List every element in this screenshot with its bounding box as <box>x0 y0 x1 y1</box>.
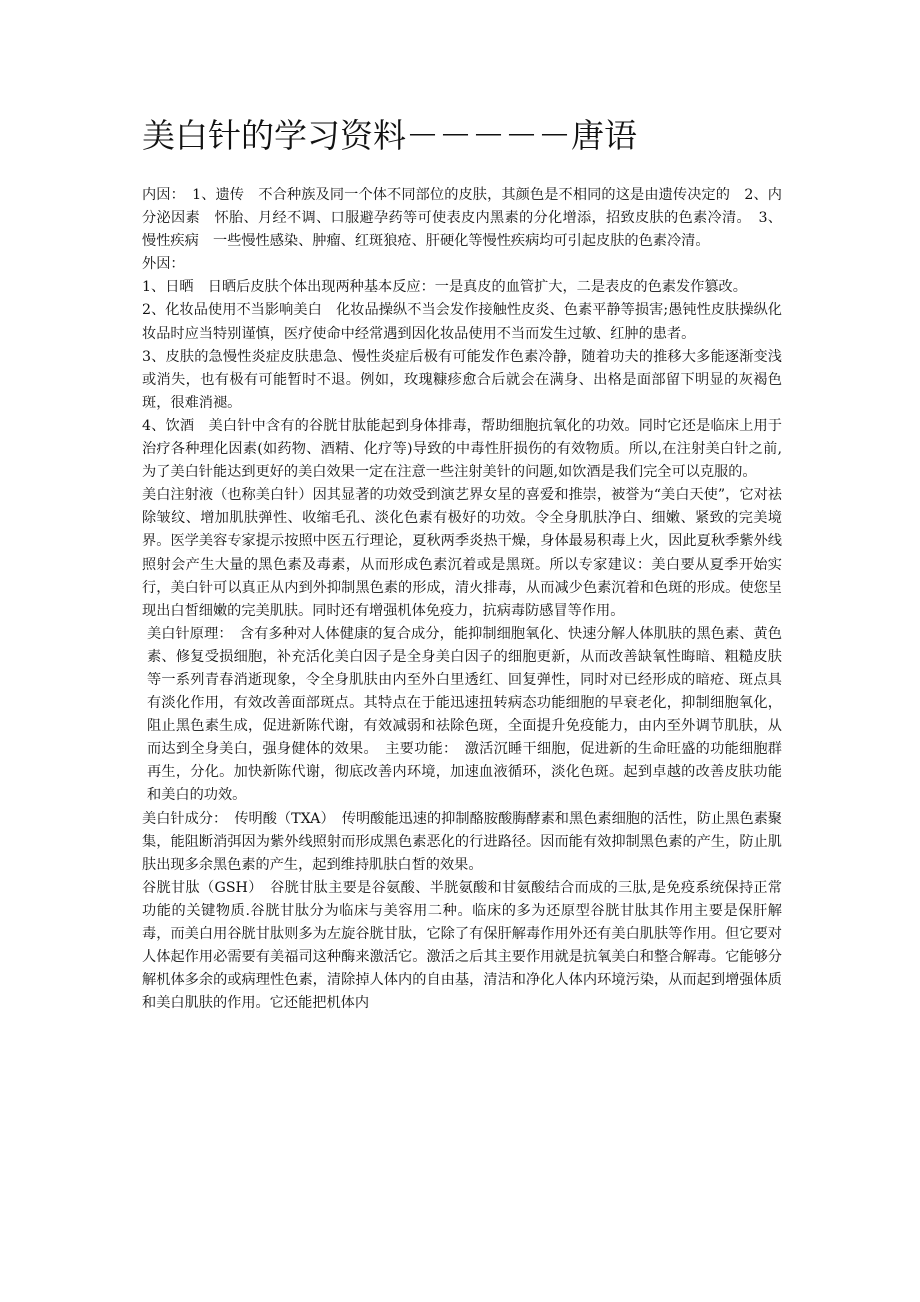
paragraph-external-causes-heading: 外因： <box>142 256 185 273</box>
document-title: 美白针的学习资料－－－－－唐语 <box>142 116 637 155</box>
paragraph-sun-exposure: 1、日晒 日晒后皮肤个体出现两种基本反应：一是真皮的血管扩大，二是表皮的色素发作篡改。 <box>142 279 747 296</box>
paragraph-glutathione: 谷胱甘肽（GSH） 谷胱甘肽主要是谷氨酸、半胱氨酸和甘氨酸结合而成的三肽,是免疫系统保持正常功能的关键物质.谷胱甘肽分为临床与美容用二种。临床的多为还原型谷胱甘肽其作用主要是保肝解毒，而美白用谷胱甘肽则多为左旋谷胱甘肽，它除了有保肝解毒作用外还有美白肌肤等作用。但它要对人体起作用必需要有美福司这种酶来激活它。激活之后其主要作用就是抗氧美白和整合解毒。它能够分解机体多余的或病理性色素，清除掉人体内的自由基，清洁和净化人体内环境污染，从而起到增强体质和美白肌肤的作用。它还能把机体内 <box>142 879 782 1012</box>
document-page <box>142 0 782 1015</box>
paragraph-inflammation: 3、皮肤的急慢性炎症皮肤患急、慢性炎症后极有可能发作色素冷静，随着功夫的推移大多能逐渐变浅或消失，也有极有可能暂时不退。例如，玫瑰糠疹愈合后就会在满身、出格是面部留下明显的灰褐色斑，很难消褪。 <box>142 348 782 411</box>
document-body <box>142 184 782 1015</box>
paragraph-drinking: 4、饮酒 美白针中含有的谷胱甘肽能起到身体排毒，帮助细胞抗氧化的功效。同时它还是临床上用于治疗各种理化因素(如药物、酒精、化疗等)导致的中毒性肝损伤的有效物质。所以,在注射美白针之前,为了美白针能达到更好的美白效果一定在注意一些注射美针的问题,如饮酒是我们完全可以克服的。 <box>142 417 782 481</box>
paragraph-internal-causes: 内因： 1、遗传 不合种族及同一个体不同部位的皮肤，其颜色是不相同的这是由遗传决定的 2、内分泌因素 怀胎、月经不调、口服避孕药等可使表皮内黑素的分化增添，招致皮肤的色素冷清。 3、慢性疾病 一些慢性感染、肿瘤、红斑狼疮、肝硬化等慢性疾病均可引起皮肤的色素冷清。 <box>142 187 782 250</box>
paragraph-cosmetics: 2、化妆品使用不当影响美白 化妆品操纵不当会发作接触性皮炎、色素平静等损害;愚钝性皮肤操纵化妆品时应当特别谨慎，医疗使命中经常遇到因化妆品使用不当而发生过敏、红肿的患者。 <box>142 302 782 342</box>
paragraph-ingredients-txa: 美白针成分： 传明酸（TXA） 传明酸能迅速的抑制酪胺酸脢酵素和黑色素细胞的活性，防止黑色素聚集，能阻断消弭因为紫外线照射而形成黑色素恶化的行进路径。因而能有效抑制黑色素的产生，防止肌肤出现多余黑色素的产生，起到维持肌肤白皙的效果。 <box>142 810 782 873</box>
paragraph-principle: 美白针原理： 含有多种对人体健康的复合成分，能抑制细胞氧化、快速分解人体肌肤的黑色素、黄色素、修复受损细胞，补充活化美白因子是全身美白因子的细胞更新，从而改善缺氧性晦暗、粗糙皮肤等一系列青春消逝现象，令全身肌肤由内至外白里透红、回复弹性，同时对已经形成的暗疮、斑点具有淡化作用，有效改善面部斑点。其特点在于能迅速扭转病态功能细胞的早衰老化，抑制细胞氧化，阻止黑色素生成，促进新陈代谢，有效减弱和祛除色斑，全面提升免疫能力，由内至外调节肌肤，从而达到全身美白，强身健体的效果。 主要功能： 激活沉睡干细胞，促进新的生命旺盛的功能细胞群再生，分化。加快新陈代谢，彻底改善内环境，加速血液循环，淡化色斑。起到卓越的改善皮肤功能和美白的功效。 <box>147 625 782 804</box>
paragraph-whitening-injection: 美白注射液（也称美白针）因其显著的功效受到演艺界女星的喜爱和推崇，被誉为“美白天使”，它对祛除皱纹、增加肌肤弹性、收缩毛孔、淡化色素有极好的功效。令全身肌肤净白、细嫩、紧致的完美境界。医学美容专家提示按照中医五行理论，夏秋两季炎热干燥，身体最易积毒上火，因此夏秋季紫外线照射会产生大量的黑色素及毒素，从而形成色素沉着或是黑斑。所以专家建议：美白要从夏季开始实行，美白针可以真正从内到外抑制黑色素的形成，清火排毒，从而减少色素沉着和色斑的形成。使您呈现出白皙细嫩的完美肌肤。同时还有增强机体免疫力，抗病毒防感冒等作用。 <box>142 487 782 619</box>
